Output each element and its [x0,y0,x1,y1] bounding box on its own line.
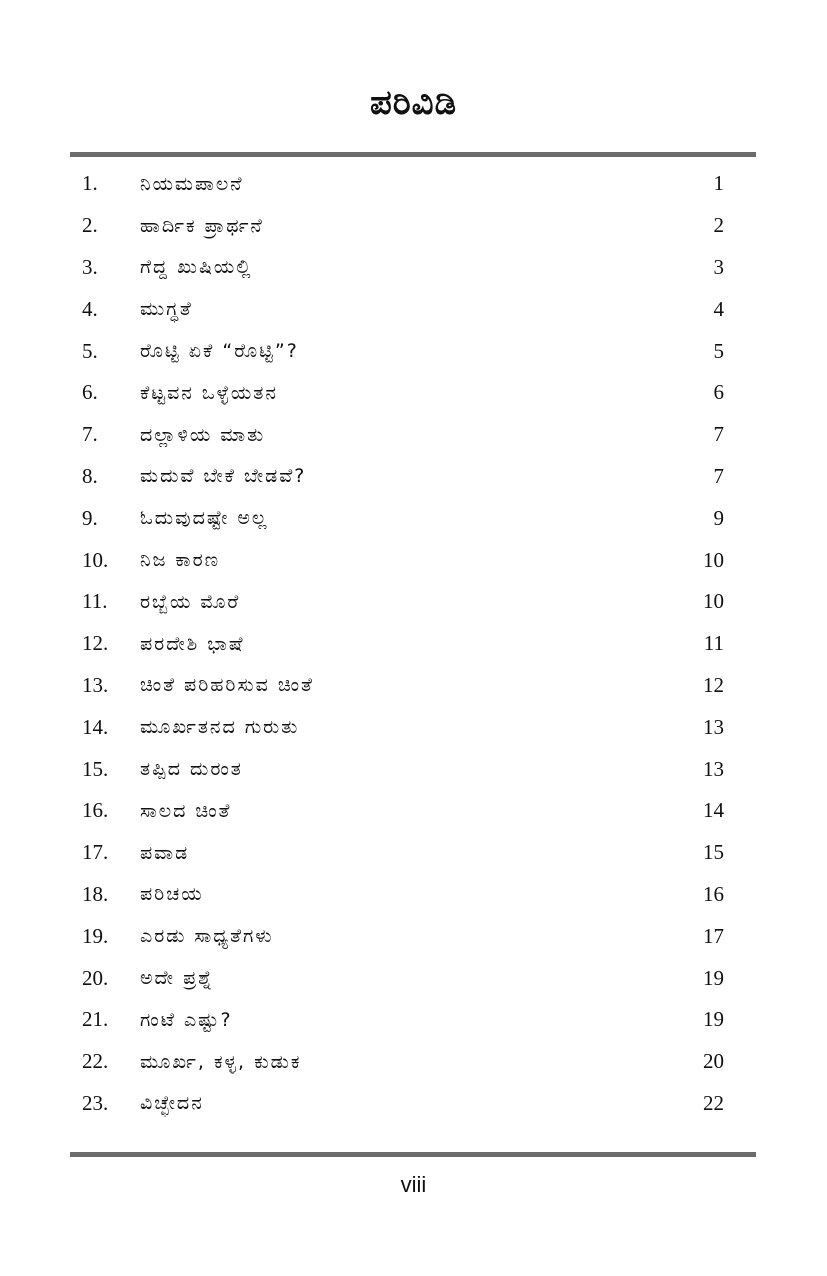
toc-entry-title: ಓದುವುದಷ್ಟೇ ಅಲ್ಲ [140,507,269,530]
toc-entry-title: ಚಿಂತೆ ಪರಿಹರಿಸುವ ಚಿಂತೆ [140,674,314,697]
toc-entry-number: 10. [82,547,109,572]
toc-entry [82,1083,724,1125]
toc-entry-page: 4 [713,296,724,321]
toc-entry [82,665,724,707]
toc-entry [82,999,724,1041]
toc-entry-number: 18. [82,881,109,906]
table-of-contents [82,163,724,1124]
toc-entry-number: 7. [82,422,98,447]
toc-entry [82,790,724,832]
toc-entry-title: ಪರಿಚಯ [140,883,204,906]
toc-entry-title: ಸಾಲದ ಚಿಂತೆ [140,799,232,822]
toc-entry [82,288,724,330]
toc-entry-title: ಮದುವೆ ಬೇಕೆ ಬೇಡವೆ? [140,465,307,488]
toc-entry-title: ಪವಾಡ [140,841,190,864]
toc-entry-page: 13 [703,714,724,739]
toc-entry [82,247,724,289]
toc-entry [82,372,724,414]
toc-entry [82,456,724,498]
toc-entry [82,581,724,623]
toc-entry-number: 17. [82,840,109,865]
toc-entry [82,832,724,874]
toc-entry-number: 9. [82,505,98,530]
toc-entry-title: ಮುಗ್ಧತೆ [140,298,193,321]
toc-entry-title: ನಿಯಮಪಾಲನೆ [140,172,244,195]
toc-entry [82,205,724,247]
toc-entry-page: 10 [703,547,724,572]
toc-entry-title: ತಪ್ಪಿದ ದುರಂತ [140,758,243,781]
toc-entry-title: ಗೆದ್ದ ಖುಷಿಯಲ್ಲಿ [140,256,253,279]
toc-entry-page: 22 [703,1090,724,1115]
toc-entry-title: ಕೆಟ್ಟವನ ಒಳ್ಳೆಯತನ [140,381,278,404]
toc-entry-page: 16 [703,881,724,906]
toc-entry-title: ಹಾರ್ದಿಕ ಪ್ರಾರ್ಥನೆ [140,214,264,237]
toc-entry-title: ನಿಜ ಕಾರಣ [140,549,221,572]
toc-entry-title: ಮೂರ್ಖತನದ ಗುರುತು [140,716,300,739]
toc-entry [82,915,724,957]
toc-entry-title: ಅದೇ ಪ್ರಶ್ನೆ [140,967,214,990]
toc-entry-title: ರಬ್ಬೆಯ ಮೊರೆ [140,590,241,613]
page-number: viii [400,1172,427,1197]
bottom-divider [70,1152,756,1157]
toc-entry-number: 2. [82,213,98,238]
toc-entry-page: 7 [713,422,724,447]
toc-entry [82,497,724,539]
toc-entry-title: ರೊಟ್ಟಿ ಏಕೆ “ರೊಟ್ಟಿ”? [140,340,299,363]
toc-entry-title: ದಲ್ಲಾಳಿಯ ಮಾತು [140,423,266,446]
toc-entry-number: 13. [82,672,109,697]
toc-entry-page: 14 [703,798,724,823]
toc-entry-page: 20 [703,1049,724,1074]
toc-entry-page: 7 [713,463,724,488]
toc-entry [82,957,724,999]
toc-entry-number: 8. [82,463,98,488]
toc-entry [82,874,724,916]
toc-entry-page: 12 [703,672,724,697]
toc-entry-number: 4. [82,296,98,321]
toc-entry-page: 15 [703,840,724,865]
toc-entry-page: 9 [713,505,724,530]
toc-entry-page: 11 [703,631,724,656]
toc-entry-page: 19 [703,1007,724,1032]
toc-entry [82,163,724,205]
toc-entry [82,706,724,748]
top-divider [70,152,756,157]
toc-entry-number: 20. [82,965,109,990]
toc-entry-number: 12. [82,631,109,656]
toc-entry [82,414,724,456]
toc-entry-number: 21. [82,1007,109,1032]
toc-entry-page: 17 [703,923,724,948]
toc-entry-number: 6. [82,380,98,405]
toc-entry-page: 2 [713,213,724,238]
toc-entry [82,330,724,372]
toc-entry-number: 16. [82,798,109,823]
page-title: ಪರಿವಿಡಿ [369,83,458,123]
toc-entry [82,1041,724,1083]
toc-entry-number: 22. [82,1049,109,1074]
toc-entry-number: 19. [82,923,109,948]
toc-entry-page: 6 [713,380,724,405]
toc-entry-title: ವಿಚ್ಛೇದನ [140,1092,204,1115]
toc-entry-number: 11. [82,589,108,614]
toc-entry-title: ಗಂಟೆ ಎಷ್ಟು? [140,1008,233,1031]
toc-entry-number: 15. [82,756,109,781]
toc-entry-number: 23. [82,1090,109,1115]
toc-entry-title: ಪರದೇಶಿ ಭಾಷೆ [140,632,245,655]
toc-entry-page: 13 [703,756,724,781]
toc-entry-page: 3 [713,254,724,279]
toc-entry-number: 3. [82,254,98,279]
toc-entry-title: ಮೂರ್ಖ, ಕಳ್ಳ, ಕುಡುಕ [140,1050,302,1073]
toc-entry [82,539,724,581]
toc-entry [82,623,724,665]
toc-entry-page: 19 [703,965,724,990]
toc-entry [82,748,724,790]
toc-entry-number: 14. [82,714,109,739]
toc-entry-page: 5 [713,338,724,363]
toc-entry-number: 1. [82,171,98,196]
toc-entry-title: ಎರಡು ಸಾಧ್ಯತೆಗಳು [140,925,274,948]
toc-entry-number: 5. [82,338,98,363]
toc-entry-page: 10 [703,589,724,614]
toc-entry-page: 1 [713,171,724,196]
